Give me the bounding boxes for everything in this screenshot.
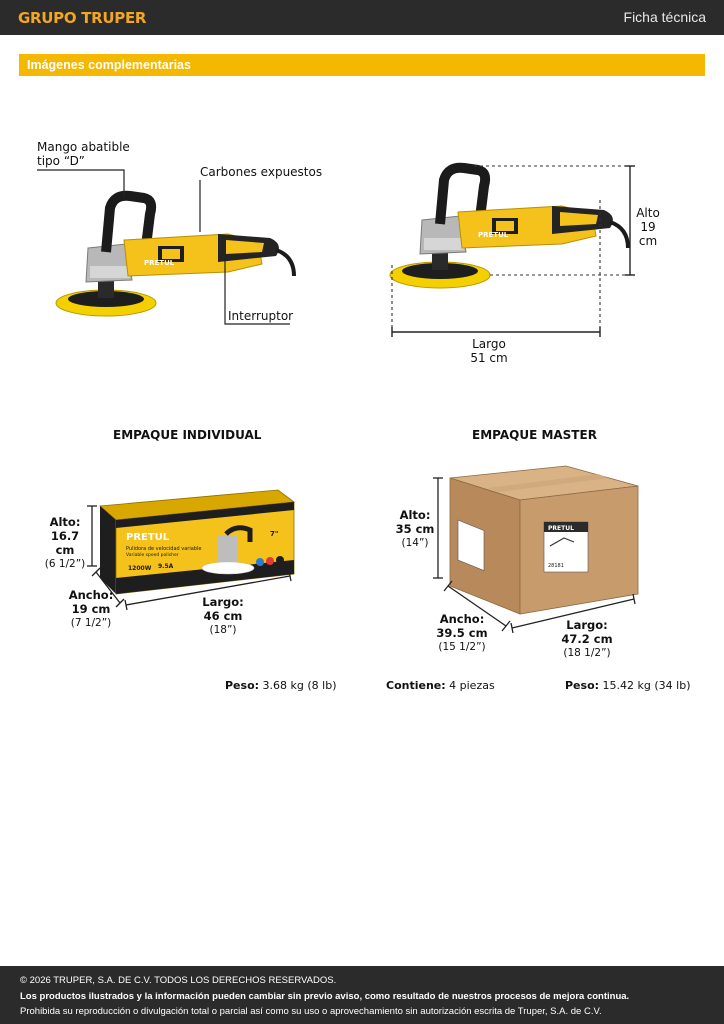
dim-length-label: Largo 51 cm <box>470 337 508 365</box>
feature-switch-label: Interruptor <box>228 309 294 323</box>
box-power-text: 1200W <box>128 565 152 572</box>
individual-length-label: Largo: 46 cm (18”) <box>202 595 244 636</box>
section-title: Imágenes complementarias <box>27 58 191 72</box>
individual-width-label: Ancho: 19 cm (7 1/2”) <box>68 588 114 629</box>
box-brand-text: PRETUL <box>126 532 170 543</box>
brand-logo: GRUPO TRUPER <box>18 9 147 27</box>
box-size-text: 7" <box>270 530 279 538</box>
footer-notice: Los productos ilustrados y la información pueden cambiar sin previo aviso, como resultado de nuestros procesos de mejora continua. <box>20 991 630 1002</box>
product-brand-text-2: PRETUL <box>478 231 509 239</box>
box-subtitle-text: Pulidora de velocidad variable <box>126 546 202 552</box>
individual-height-label: Alto: 16.7 cm (6 1/2”) <box>44 515 86 570</box>
feature-brushes-label: Carbones expuestos <box>200 165 323 179</box>
product-brand-text: PRETUL <box>144 259 175 267</box>
master-box-brand-text: PRETUL <box>548 525 574 532</box>
individual-weight: Peso: 3.68 kg (8 lb) <box>225 679 337 692</box>
master-width-label: Ancho: 39.5 cm (15 1/2”) <box>436 612 488 653</box>
master-contains: Contiene: 4 piezas <box>386 679 495 692</box>
master-package-title: EMPAQUE MASTER <box>472 428 597 442</box>
footer-copyright: © 2026 TRUPER, S.A. DE C.V. TODOS LOS DERECHOS RESERVADOS. <box>20 975 337 986</box>
master-box-code-text: 28181 <box>548 563 564 569</box>
document-type: Ficha técnica <box>623 9 706 25</box>
dim-height-label: Alto 19 cm <box>636 206 660 248</box>
dimension-lines <box>0 0 724 400</box>
master-weight: Peso: 15.42 kg (34 lb) <box>565 679 691 692</box>
footer <box>0 966 724 1024</box>
box-amps-text: 9.5A <box>158 563 174 570</box>
box-subtitle-en-text: Variable speed polisher <box>126 553 179 558</box>
master-length-label: Largo: 47.2 cm (18 1/2”) <box>561 618 613 659</box>
feature-handle-label: Mango abatible tipo “D” <box>37 140 130 168</box>
individual-package-title: EMPAQUE INDIVIDUAL <box>113 428 262 442</box>
master-height-label: Alto: 35 cm (14”) <box>395 508 435 549</box>
footer-legal: Prohibida su reproducción o divulgación total o parcial así como su uso o aprovechamiento sin autorización escrita de Truper, S.A. de C.V. <box>20 1006 602 1017</box>
